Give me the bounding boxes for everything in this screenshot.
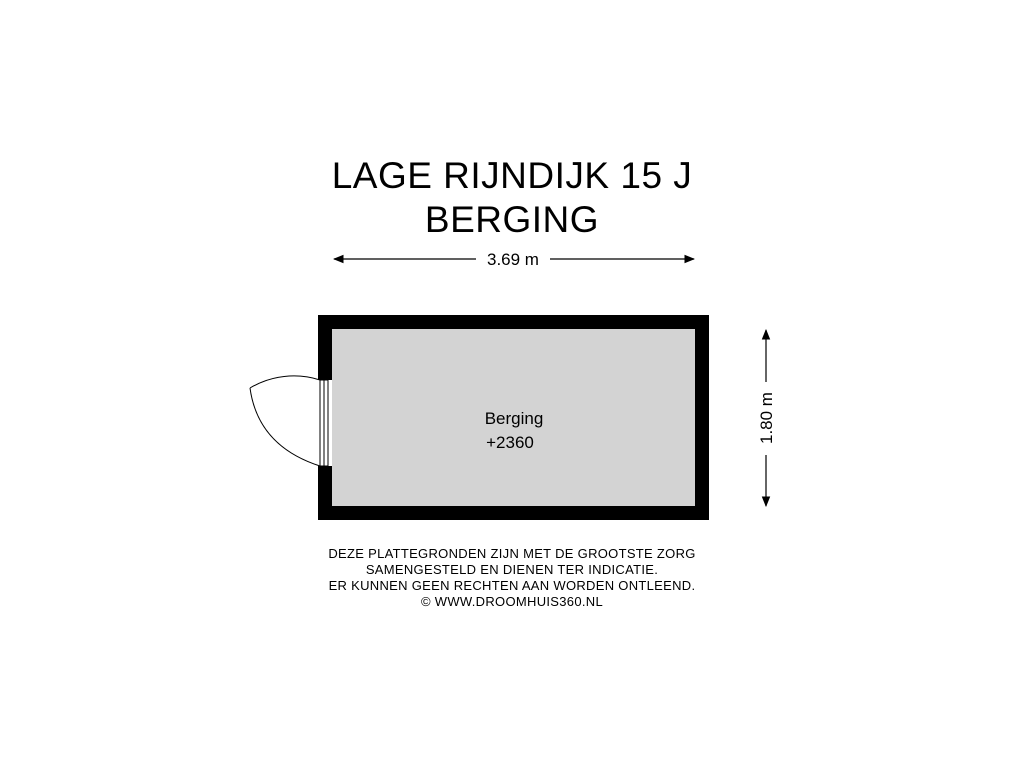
wall-left-upper	[318, 315, 332, 380]
room-name: Berging	[484, 409, 544, 428]
wall-bottom	[318, 506, 709, 520]
wall-left-lower	[318, 466, 332, 520]
door-swing-arc-top	[250, 376, 320, 388]
plan-title: LAGE RIJNDIJK 15 J	[331, 155, 693, 196]
width-dimension-label: 3.69 m	[487, 250, 539, 269]
disclaimer-line: DEZE PLATTEGRONDEN ZIJN MET DE GROOTSTE ZORG	[328, 546, 696, 561]
plan-subtitle: BERGING	[424, 199, 600, 240]
width-dimension	[334, 250, 694, 269]
height-dimension	[757, 330, 776, 506]
disclaimer-line: SAMENGESTELD EN DIENEN TER INDICATIE.	[365, 562, 659, 577]
door	[250, 376, 328, 466]
wall-right	[695, 315, 709, 520]
door-swing-arc	[250, 388, 320, 466]
disclaimer	[0, 546, 1024, 610]
wall-top	[318, 315, 709, 329]
disclaimer-copyright: © WWW.DROOMHUIS360.NL	[420, 594, 603, 609]
height-dimension-label: 1.80 m	[757, 392, 776, 444]
disclaimer-line: ER KUNNEN GEEN RECHTEN AAN WORDEN ONTLEEND.	[328, 578, 696, 593]
room-level: +2360	[486, 433, 534, 452]
